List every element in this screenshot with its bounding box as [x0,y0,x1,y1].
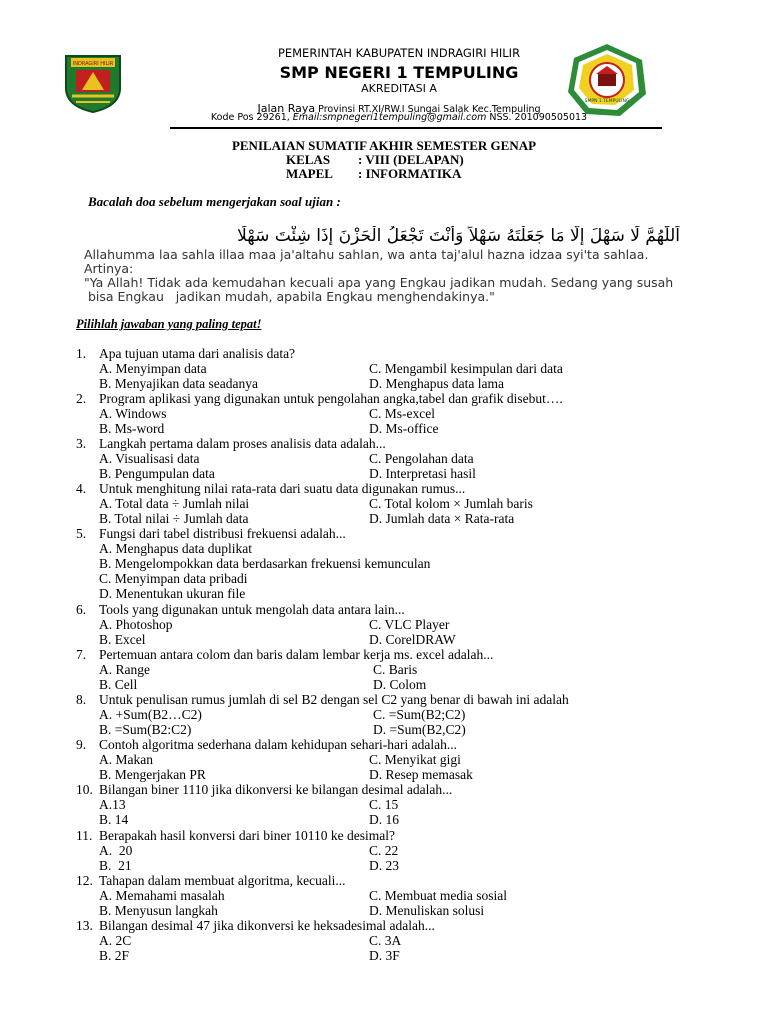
question-text: Contoh algoritma sederhana dalam kehidupan sehari-hari adalah... [99,737,457,752]
option-a: A. 20 [99,843,133,858]
artinya-label: Artinya: [84,261,134,276]
option-a: A. Windows [99,406,167,421]
option-b: B. Cell [99,677,138,692]
question-number: 8. [76,692,87,707]
option-c: C. 15 [369,797,399,812]
option-a: A. Photoshop [99,617,173,632]
question-text: Berapakah hasil konversi dari biner 10110 ke desimal? [99,828,396,843]
prayer-meaning-line1: "Ya Allah! Tidak ada kemudahan kecuali apa yang Engkau jadikan mudah. Sedang yang susah [84,275,674,290]
accreditation: AKREDITASI A [361,82,437,95]
prayer-latin: Allahumma laa sahla illaa maa ja'altahu sahlan, wa anta taj'alul hazna idzaa syi'ta sahlaa. [84,247,649,262]
option-a: A. Visualisasi data [99,451,200,466]
option-a: A. Menyimpan data [99,361,207,376]
option-b: B. =Sum(B2:C2) [99,722,192,737]
postal-code: Kode Pos 29261, [210,112,293,123]
option-c: C. Mengambil kesimpulan dari data [369,361,563,376]
option-a: A. Memahami masalah [99,888,225,903]
kelas-label: KELAS [286,152,331,167]
option-c: C. Ms-excel [369,406,435,421]
option-a: A. Makan [99,752,153,767]
option-d: D. 3F [369,948,400,963]
option-d: D. Colom [373,677,427,692]
option-c: C. Pengolahan data [369,451,474,466]
question-number: 10. [76,782,93,797]
option-a: A. Total data ÷ Jumlah nilai [99,496,250,511]
prayer-intro: Bacalah doa sebelum mengerjakan soal ujian : [88,194,341,209]
option-d: D. Resep memasak [369,767,473,782]
option-c: C. Total kolom × Jumlah baris [369,496,533,511]
option-c: C. Menyikat gigi [369,752,461,767]
question-text: Program aplikasi yang digunakan untuk pengolahan angka,tabel dan grafik disebut…. [99,391,563,406]
option-a: A. Range [99,662,150,677]
question-number: 12. [76,873,93,888]
option-b: B. Menyusun langkah [99,903,218,918]
header-divider [170,127,662,129]
address-main: Provinsi RT.XI/RW.I Sungai Salak Kec.Tempuling [315,104,541,115]
question-number: 9. [76,737,87,752]
option-a: A.13 [99,797,126,812]
option-a: A. +Sum(B2…C2) [99,707,202,722]
option-c: C. =Sum(B2;C2) [373,707,466,722]
question-number: 4. [76,481,87,496]
question-text: Tahapan dalam membuat algoritma, kecuali... [99,873,346,888]
question-text: Tools yang digunakan untuk mengolah data antara lain... [99,602,405,617]
option-c: C. Baris [373,662,418,677]
school-email: Email:smpnegeri1tempuling@gmail.com [292,112,487,123]
postal-info [0,112,768,123]
option-b: B. 2F [99,948,130,963]
option-b: B. 21 [99,858,132,873]
school-name: SMP NEGERI 1 TEMPULING [279,63,519,82]
question-text: Bilangan desimal 47 jika dikonversi ke heksadesimal adalah... [99,918,435,933]
option-b: B. Mengerjakan PR [99,767,206,782]
prayer-arabic: اَللّٰهُمَّ لَا سَهْلَ إِلَّا مَا جَعَلْتَهُ سَهْلاً وَأَنْتَ تَجْعَلُ الْحَزْنَ إِذَا شِئْتَ سَهْلًا [237,226,680,246]
option-d: D. Interpretasi hasil [369,466,476,481]
mapel-label: MAPEL [286,166,333,181]
option-b: B. 14 [99,812,129,827]
option-c: C. Membuat media sosial [369,888,507,903]
option-c: C. Menyimpan data pribadi [99,571,248,586]
option-c: C. VLC Player [369,617,450,632]
option-b: B. Excel [99,632,146,647]
question-number: 11. [76,828,93,843]
question-number: 13. [76,918,93,933]
address-prefix: Jalan Raya [257,102,316,115]
question-text: Langkah pertama dalam proses analisis data adalah... [99,436,386,451]
school-nss: NSS. 201090505013 [486,112,588,123]
option-c: C. 22 [369,843,399,858]
option-d: D. 16 [369,812,399,827]
gov-name: PEMERINTAH KABUPATEN INDRAGIRI HILIR [277,46,521,60]
option-d: D. 23 [369,858,399,873]
question-number: 1. [76,346,87,361]
left-logo-text: INDRAGIRI HILIR [72,61,114,67]
kelas-value: : VIII (DELAPAN) [358,152,464,167]
right-logo-text: SMPN 1 TEMPULING [584,99,630,104]
option-b: B. Mengelompokkan data berdasarkan frekuensi kemunculan [99,556,431,571]
option-d: D. Jumlah data × Rata-rata [369,511,515,526]
option-b: B. Pengumpulan data [99,466,215,481]
option-d: D. CorelDRAW [369,632,456,647]
option-d: D. Menghapus data lama [369,376,504,391]
option-b: B. Menyajikan data seadanya [99,376,258,391]
question-number: 2. [76,391,87,406]
option-b: B. Ms-word [99,421,165,436]
option-d: D. =Sum(B2,C2) [373,722,466,737]
question-text: Untuk penulisan rumus jumlah di sel B2 dengan sel C2 yang benar di bawah ini adalah [99,692,569,707]
option-d: D. Menuliskan solusi [369,903,485,918]
question-text: Fungsi dari tabel distribusi frekuensi adalah... [99,526,346,541]
mapel-value: : INFORMATIKA [358,166,462,181]
prayer-meaning-line2: bisa Engkau jadikan mudah, apabila Engkau menghendakinya." [84,289,495,304]
question-number: 5. [76,526,87,541]
question-number: 7. [76,647,87,662]
question-text: Pertemuan antara colom dan baris dalam lembar kerja ms. excel adalah... [99,647,494,662]
instruction: Pilihlah jawaban yang paling tepat! [76,317,262,331]
option-a: A. 2C [99,933,132,948]
question-number: 3. [76,436,87,451]
question-number: 6. [76,602,87,617]
option-d: D. Ms-office [369,421,439,436]
question-text: Apa tujuan utama dari analisis data? [99,346,296,361]
option-c: C. 3A [369,933,402,948]
exam-title: PENILAIAN SUMATIF AKHIR SEMESTER GENAP [231,138,537,153]
option-b: B. Total nilai ÷ Jumlah data [99,511,249,526]
option-d: D. Menentukan ukuran file [99,586,246,601]
option-a: A. Menghapus data duplikat [99,541,252,556]
question-text: Bilangan biner 1110 jika dikonversi ke bilangan desimal adalah... [99,782,453,797]
mapel-row [286,166,461,182]
question-text: Untuk menghitung nilai rata-rata dari suatu data digunakan rumus... [99,481,466,496]
